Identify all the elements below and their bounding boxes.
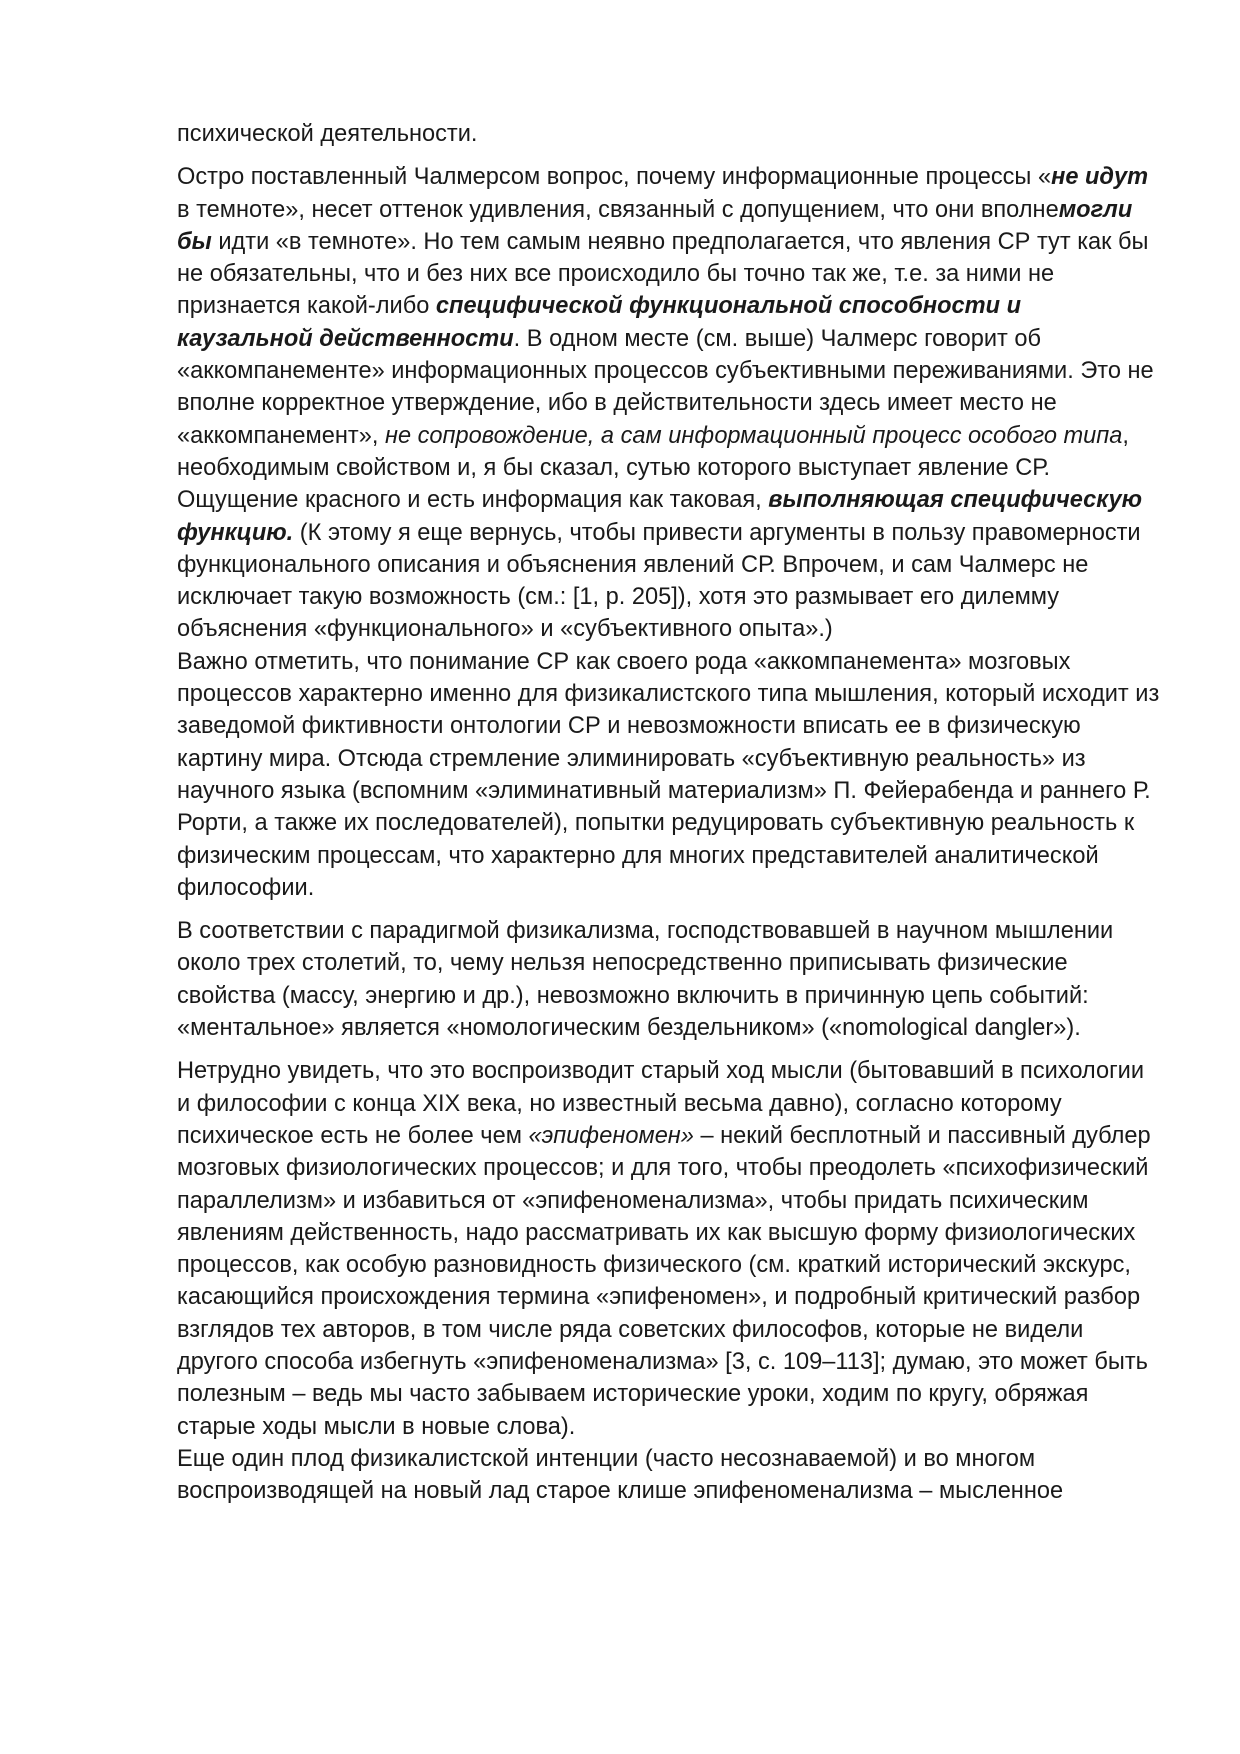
paragraph-2-text: Остро поставленный Чалмерсом вопрос, почему информационные процессы «	[177, 164, 1052, 191]
paragraph-2-text: (К этому я еще вернусь, чтобы привести аргументы в пользу правомерности функционального описания и объяснения явлений СР. Впрочем, и сам Чалмерс не исключает такую возможность (см.: [1, р. 205]), хотя это размывает его дилемму объяснения «функционального» и «субъективного опыта».)	[177, 519, 1141, 643]
emphasis-not-accompaniment: не сопровождение, а сам информационный процесс особого типа	[384, 422, 1123, 449]
emphasis-epiphenomenon: «эпифеномен»	[528, 1122, 694, 1149]
paragraph-1	[177, 118, 1162, 150]
text-body	[177, 118, 1162, 1507]
paragraph-5-text: – некий бесплотный и пассивный дублер мозговых физиологических процессов; и для того, чтобы преодолеть «психофизический параллелизм» и избавиться от «эпифеноменализма», чтобы придать психическим явлениям действенность, надо рассматривать их как высшую форму физиологических процессов, как особую разновидность физического (см. краткий исторический экскурс, касающийся происхождения термина «эпифеномен», и подробный критический разбор взглядов тех авторов, в том числе ряда советских философов, которые не видели другого способа избегнуть «эпифеноменализма» [3, с. 109–113]; думаю, это может быть полезным – ведь мы часто забываем исторические уроки, ходим по кругу, обряжая старые ходы мысли в новые слова).	[177, 1122, 1151, 1440]
paragraph-2	[177, 161, 1162, 645]
paragraph-4	[177, 915, 1162, 1044]
paragraph-2-text: , необходимым свойством и, я бы сказал, сутью которого выступает явление СР. Ощущение красного и есть информация как таковая,	[177, 422, 1129, 514]
emphasis-mogli-by: могли бы	[177, 196, 1133, 255]
paragraph-2-text: идти «в темноте». Но тем самым неявно предполагается, что явления СР тут как бы не обязательны, что и без них все происходило бы точно так же, т.е. за ними не признается какой-либо	[177, 228, 1149, 320]
paragraph-6	[177, 1443, 1162, 1508]
paragraph-5-text: Нетрудно увидеть, что это воспроизводит старый ход мысли (бытовавший в психологии и философии с конца XIX века, но известный весьма давно), согласно которому психическое есть не более чем	[177, 1058, 1145, 1149]
emphasis-ne-idut: не идут	[1051, 164, 1149, 191]
paragraph-6-text: Еще один плод физикалистской интенции (часто несознаваемой) и во многом воспроизводящей на новый лад старое клише эпифеноменализма – мысленное	[177, 1445, 1064, 1505]
paragraph-4-text: В соответствии с парадигмой физикализма, господствовавшей в научном мышлении около трех столетий, то, чему нельзя непосредственно приписывать физические свойства (массу, энергию и др.), невозможно включить в причинную цепь событий: «ментальное» является «номологическим бездельником» («nomological dangler»).	[177, 918, 1114, 1042]
paragraph-3-text: Важно отметить, что понимание СР как своего рода «аккомпанемента» мозговых процессов характерно именно для физикалистского типа мышления, который исходит из заведомой фиктивности онтологии СР и невозможности вписать ее в физическую картину мира. Отсюда стремление элиминировать «субъективную реальность» из научного языка (вспомним «элиминативный материализм» П. Фейерабенда и раннего Р. Рорти, а также их последователей), попытки редуцировать субъективную реальность к физическим процессам, что характерно для многих представителей аналитической философии.	[177, 648, 1160, 901]
emphasis-specific-function: специфической функциональной способности и каузальной действенности	[177, 293, 1022, 352]
emphasis-specific-function-2: выполняющая специфическую функцию.	[177, 487, 1143, 546]
paragraph-1-text: психической деятельности.	[177, 121, 478, 147]
paragraph-5	[177, 1055, 1162, 1443]
paragraph-2-text: . В одном месте (см. выше) Чалмерс говорит об «аккомпанементе» информационных процессов субъективными переживаниями. Это не вполне корректное утверждение, ибо в действительности здесь имеет место не «аккомпанемент»,	[177, 325, 1154, 449]
paragraph-2-text: в темноте», несет оттенок удивления, связанный с допущением, что они вполне	[177, 196, 1059, 223]
paragraph-3	[177, 646, 1162, 904]
